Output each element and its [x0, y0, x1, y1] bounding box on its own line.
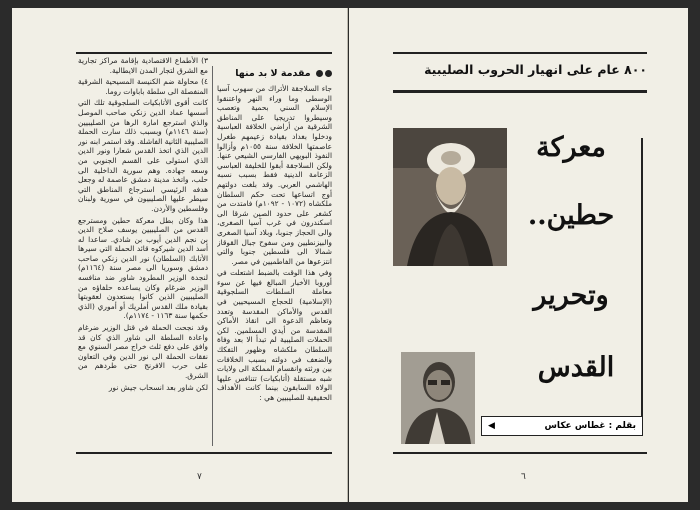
left-page — [12, 8, 348, 502]
paragraph: وقد نجحت الحملة في قتل الوزير ضرغام واعادة السلطة الى شاور الذي كان قد وافق على دفع ثلث خراج مصر السنوي مع نفقات الحملة الى نور الدين وفي التعاون على حرب الافرنج حتى طردهم من الشرق. — [78, 323, 208, 380]
author-illustration — [401, 352, 475, 444]
author-photo — [401, 352, 475, 444]
frame-line — [641, 138, 643, 434]
column-divider — [212, 66, 213, 446]
title-line-2: حطين.. — [527, 200, 615, 231]
section-heading — [216, 68, 332, 79]
page-number: ٧ — [197, 472, 202, 482]
author-name: بقلم : غطاس عكاس — [544, 421, 636, 431]
portrait-illustration — [393, 128, 507, 266]
paragraph: هذا وكان بطل معركة حطين ومسترجع القدس من الصليبيين يوسف صلاح الدين بن نجم الدين أيوب بن شادي. ساعدا له أسد الدين شيركوه قائد الحملة التي سيرها الأتابك (السلطان) نور الدين زنكي صاحب دمشق وسوريا الى مصر سنة (١١٦٤م) لنجدة الوزير المطرود شاور ضد منافسه الوزير ضرغام وكان يساعده حلفاؤه من الصليبيين الذين كانوا يستعدون لعقوبتها بقيادة ملك القدس أملريك أو أموري (الذي حكمها سنة ١١٦٣ - ١١٧٤م). — [78, 215, 208, 321]
author-byline — [481, 416, 643, 436]
header-rule — [393, 90, 647, 93]
bottom-rule — [393, 452, 647, 454]
bottom-rule — [76, 452, 332, 454]
title-line-3: وتحرير — [533, 280, 609, 311]
saladin-portrait — [393, 128, 507, 266]
section-heading-text: مقدمة لا بد منها — [235, 68, 311, 79]
left-column-text — [78, 56, 208, 449]
article-header: ٨٠٠ عام على انهيار الحروب الصليبية — [424, 62, 647, 77]
paragraph: ٣) الأطماع الاقتصادية بإقامة مراكز تجارية مع الشرق لتجار المدن الايطالية. — [78, 56, 208, 75]
top-rule — [76, 52, 332, 54]
right-column-text — [217, 84, 332, 449]
top-rule — [393, 52, 647, 54]
paragraph: وفي هذا الوقت بالضبط اشتعلت في أوروبا الأخبار المبالغ فيها عن سوء معاملة السلطات السلجوقية (الإسلامية) للحجاج المسيحيين في القدس والأماكن المقدسة وتعدد وتعاظم الدعوة الى انقاذ الأماكن المقدسة من أيدي المسلمين. لكن الحملات الصليبية لم تبدأ الا بعد وفاة السلطان ملكشاه وظهور التفكك والضعف في دولته بسبب الخلافات بين ورثته وانقسام المملكة الى ولايات شبه مستقلة (أتابكيات) تتنافس عليها الولاة السابقون بينما كانت الأهداف الحقيقية للصليبيين هي : — [217, 268, 332, 402]
paragraph: لكن شاور بعد انسحاب جيش نور — [108, 382, 208, 392]
arrow-left-icon: ◀ — [488, 421, 495, 431]
paragraph: جاء السلاجقة الأتراك من سهوب آسيا الوسطى وما وراء النهر واعتنقوا الإسلام السني بحمية وتعصب وسيطروا تدريجيا على المناطق الشرقية من أراضي الخلافة العباسية ودخلوا بغداد بقيادة زعيمهم طغرل عاصمتها الخلافة سنة ١٠٥٥م وأزالوا النفوذ البويهي الفارسي الشيعي عنها. ولكن السلاجقة أبقوا للخليفة العباسي الزعامة الدينية فقط بسبب نسبه الهاشمي العربي. وقد بلغت دولتهم أوج اتساعها تحت حكم السلطان ملكشاه (١٠٧٢ - ١٠٩٢م) فامتدت من كشغر على حدود الصين شرقا الى اسكندرون في غرب آسيا الصغرى، والى الحجاز جنوبا، وبلاد آسيا الصغرى والبيزنطيين ومن سفوح جبال القوقاز شمالا الى فلسطين جنوبا والتي انتزعوها من الفاطميين في مصر. — [217, 84, 332, 266]
page-number: ٦ — [521, 472, 526, 482]
bullet-icon — [316, 70, 323, 77]
bullet-icon — [325, 70, 332, 77]
title-line-1: معركة — [536, 132, 606, 163]
paragraph: كانت أقوى الأتابكيات السلجوقية تلك التي أسسها عماد الدين زنكي صاحب الموصل والذي استرجع امارة الرها من الصليبيين (سنة ١١٤٦م) وبسبب ذلك سارت الحملة الصليبية الثانية الفاشلة. وقد استمر ابنه نور الدين الذي اتخذ القدس شعارا ونور الدين الذي استولى على القسم الجنوبي من وسعه جهاده. وهم سورية الداخلية الى حلب، واتخذ مدينة دمشق عاصمة له وجعل هدفه الرئيسي استرجاع المناطق التي سيطر عليها الصليبيون في سورية ولبنان وفلسطين والأردن. — [78, 98, 208, 213]
title-line-4: القدس — [537, 352, 615, 383]
paragraph: ٤) محاولة ضم الكنيسة المسيحية الشرقية المنفصلة الى سلطة باباوات روما. — [78, 77, 208, 96]
right-page — [349, 8, 688, 502]
